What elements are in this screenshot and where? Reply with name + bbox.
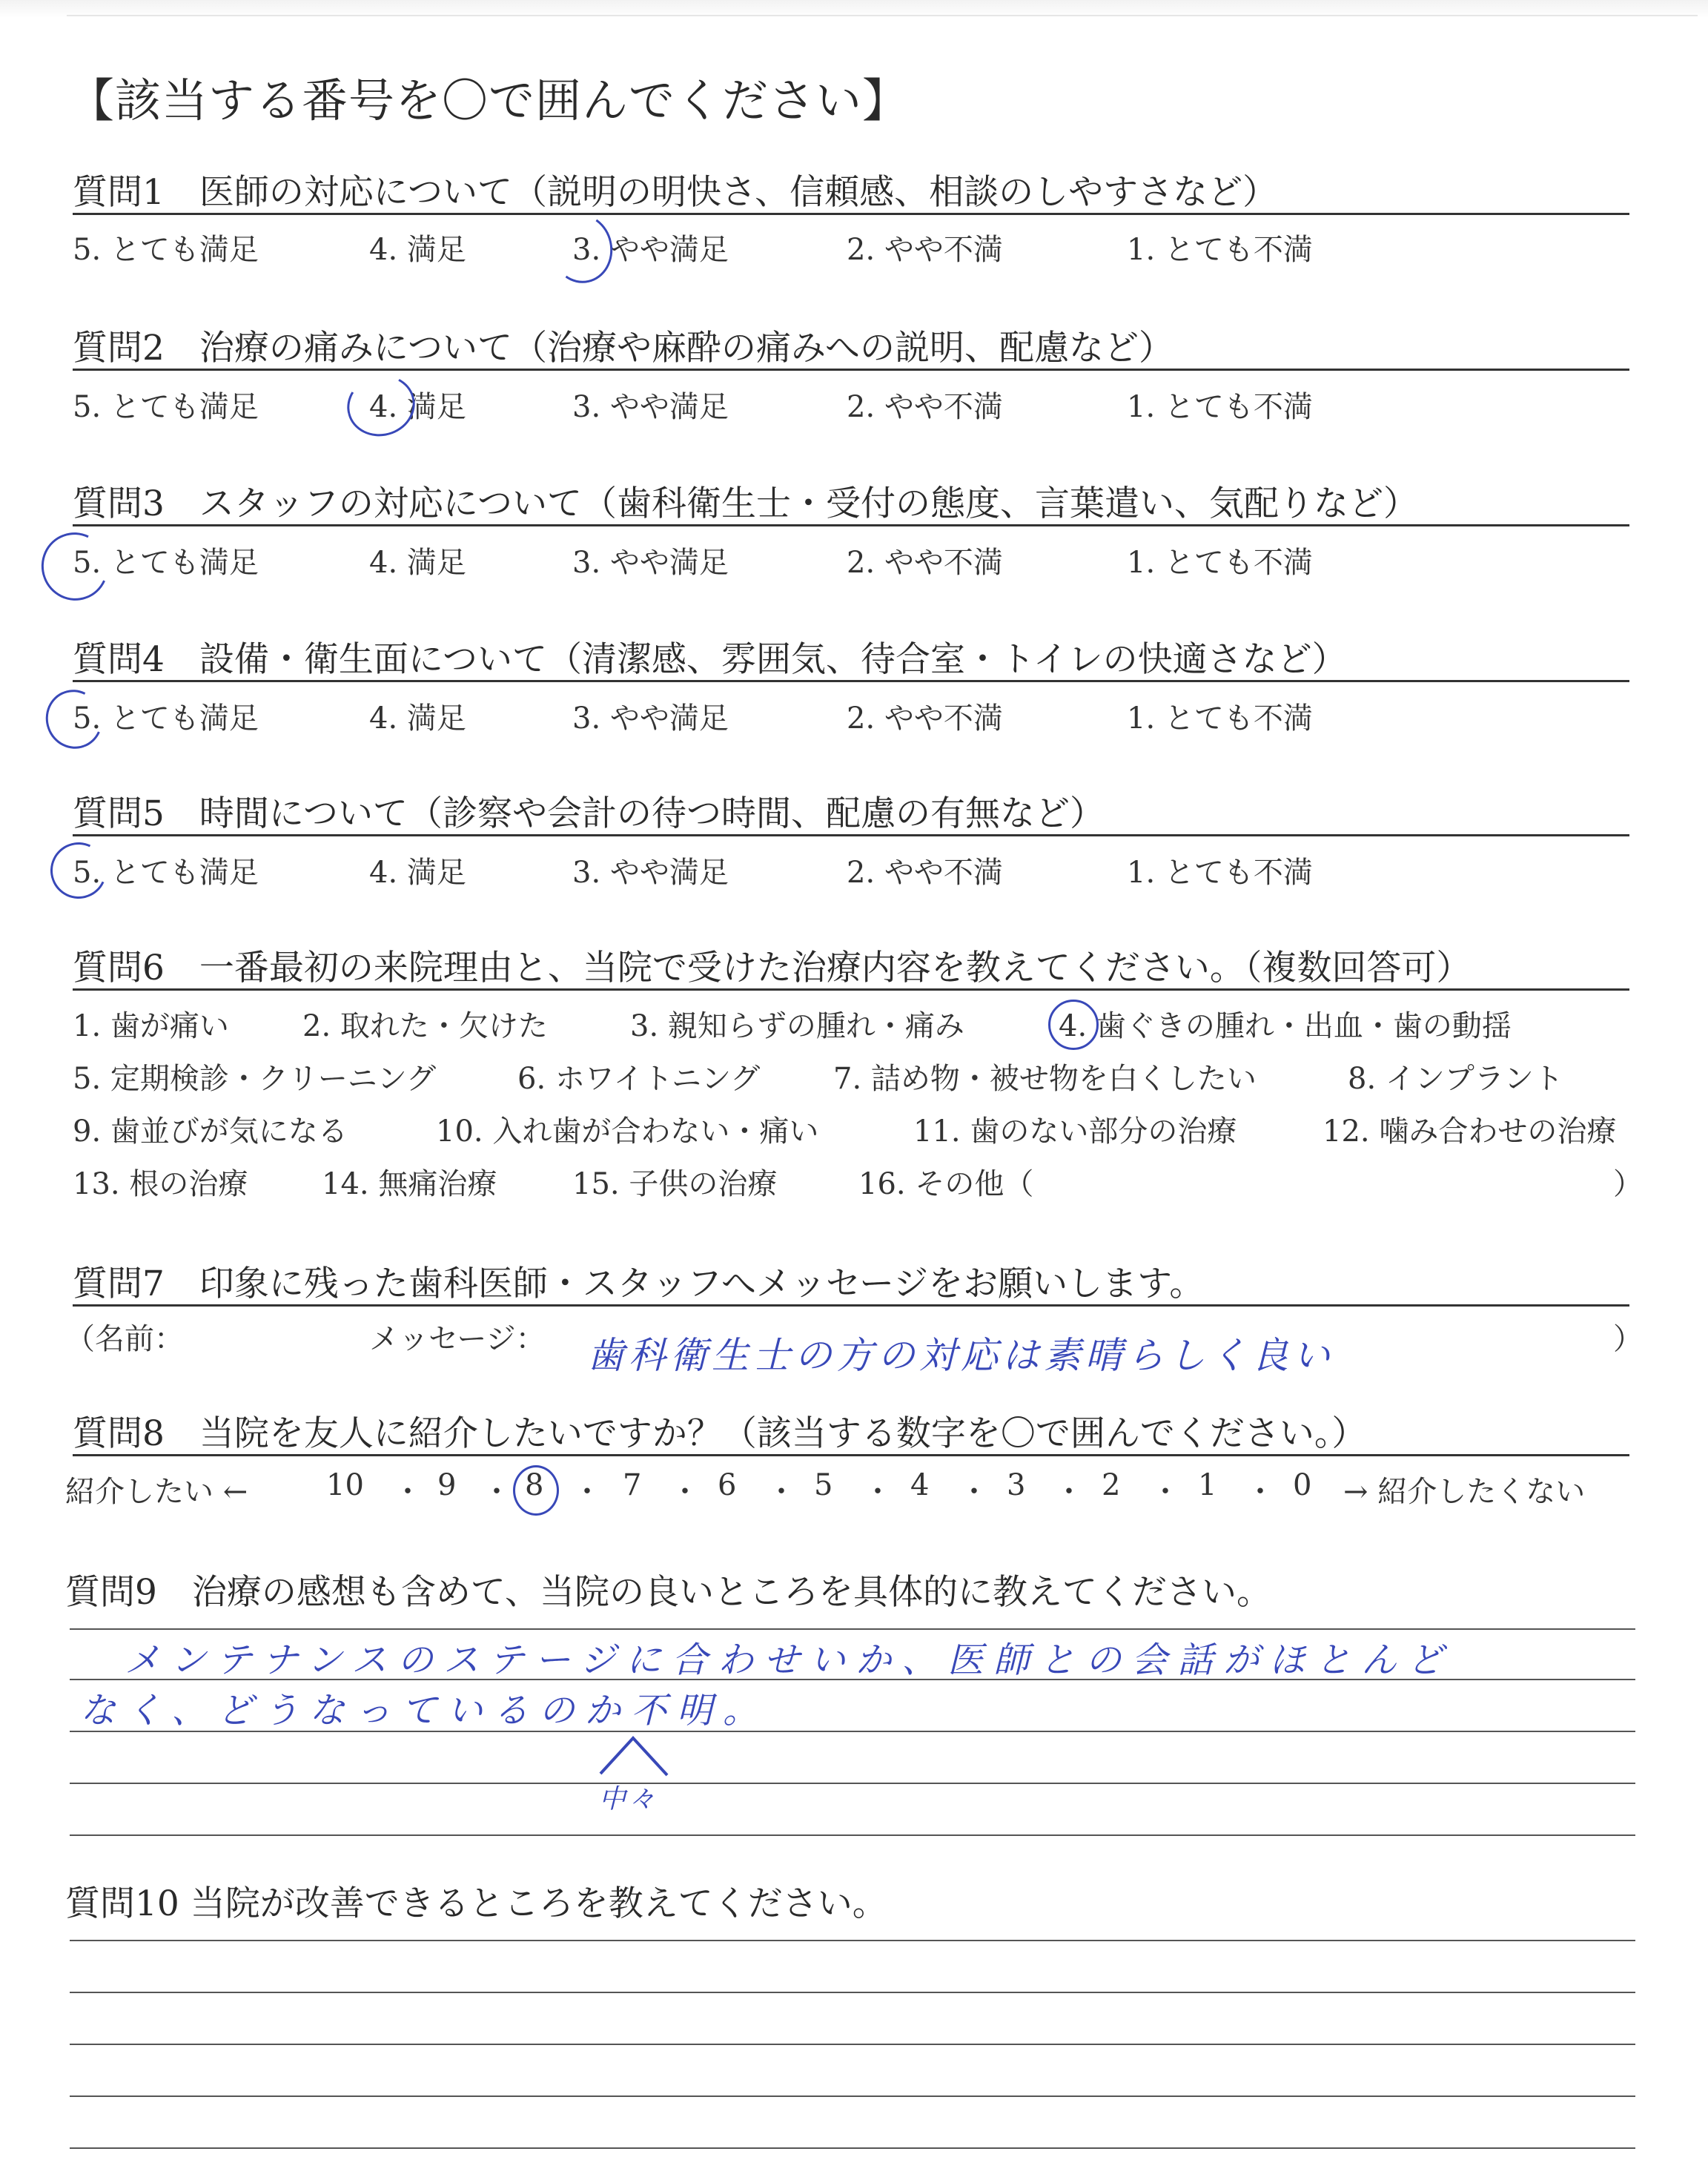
q3-option-2[interactable]: 2. やや不満 [847, 546, 1003, 580]
q2-selection-circle [340, 367, 422, 443]
q7-close: ） [1613, 1322, 1643, 1356]
q3-option-5[interactable]: 5. とても満足 [73, 546, 259, 580]
q8-number-6[interactable]: 6 [718, 1468, 737, 1502]
q4-option-5[interactable]: 5. とても満足 [73, 701, 259, 736]
q6-option-14[interactable]: 14. 無痛治療 [322, 1167, 497, 1201]
q10-answer-line-5 [70, 2147, 1635, 2149]
q4-selection-circle [38, 681, 111, 756]
q8-dot: ・ [959, 1475, 989, 1509]
q10-answer-line-3 [70, 2044, 1635, 2045]
q6-option-4[interactable]: 4. 歯ぐきの腫れ・出血・歯の動揺 [1059, 1009, 1512, 1043]
q4-option-3[interactable]: 3. やや満足 [572, 701, 729, 736]
q8-left-label: 紹介したい ← [65, 1475, 248, 1509]
q8-number-4[interactable]: 4 [910, 1468, 930, 1502]
q7-message-label: メッセージ： [369, 1322, 546, 1356]
question-6-title: 質問6 一番最初の来院理由と、当院で受けた治療内容を教えてください。（複数回答可） [73, 948, 1472, 988]
q8-dot: ・ [1151, 1475, 1180, 1509]
q1-selection-circle [543, 208, 619, 288]
q2-option-3[interactable]: 3. やや満足 [572, 390, 729, 424]
question-6-rule [73, 988, 1629, 991]
q1-option-5[interactable]: 5. とても満足 [73, 233, 259, 267]
q9-handwritten-line-2[interactable]: なく、どうなっているのか不明。 [80, 1690, 769, 1731]
q8-number-9[interactable]: 9 [437, 1468, 457, 1502]
question-2-rule [73, 369, 1629, 371]
q6-option-15[interactable]: 15. 子供の治療 [572, 1167, 778, 1201]
q4-option-4[interactable]: 4. 満足 [369, 701, 466, 736]
q6-option-10[interactable]: 10. 入れ歯が合わない・痛い [436, 1114, 819, 1149]
q6-option-16[interactable]: 16. その他（ [858, 1167, 1034, 1201]
q8-number-1[interactable]: 1 [1198, 1468, 1217, 1502]
q10-answer-line-1 [70, 1940, 1635, 1941]
q8-dot: ・ [1054, 1475, 1084, 1509]
q8-number-2[interactable]: 2 [1102, 1468, 1121, 1502]
q6-option-9[interactable]: 9. 歯並びが気になる [73, 1114, 348, 1149]
question-3-rule [73, 524, 1629, 526]
q6-selection-circle [1048, 1000, 1099, 1050]
q8-number-10[interactable]: 10 [326, 1468, 364, 1502]
q9-insert-caret [593, 1732, 675, 1780]
question-5-rule [73, 834, 1629, 836]
question-8-rule [73, 1454, 1629, 1456]
q8-dot: ・ [863, 1475, 893, 1509]
q1-option-3[interactable]: 3. やや満足 [572, 233, 729, 267]
q7-handwritten-message[interactable]: 歯科衛生士の方の対応は素晴らしく良い [587, 1334, 1334, 1377]
question-7-title: 質問7 印象に残った歯科医師・スタッフへメッセージをお願いします。 [73, 1264, 1205, 1304]
q8-dot: ・ [767, 1475, 796, 1509]
q4-option-1[interactable]: 1. とても不満 [1127, 701, 1313, 736]
q8-dot: ・ [482, 1475, 512, 1509]
question-10-title: 質問10 当院が改善できるところを教えてください。 [65, 1883, 887, 1924]
q6-option-5[interactable]: 5. 定期検診・クリーニング [73, 1062, 437, 1096]
question-1-title: 質問1 医師の対応について（説明の明快さ、信頼感、相談のしやすさなど） [73, 172, 1278, 213]
q8-dot: ・ [393, 1475, 423, 1509]
q9-answer-line-5 [70, 1834, 1635, 1836]
q3-option-1[interactable]: 1. とても不満 [1127, 546, 1313, 580]
q5-option-3[interactable]: 3. やや満足 [572, 856, 729, 890]
q1-option-2[interactable]: 2. やや不満 [847, 233, 1003, 267]
q8-dot: ・ [1245, 1475, 1275, 1509]
question-3-title: 質問3 スタッフの対応について（歯科衛生士・受付の態度、言葉遣い、気配りなど） [73, 483, 1418, 524]
q6-option-7[interactable]: 7. 詰め物・被せ物を白くしたい [833, 1062, 1257, 1096]
q5-option-4[interactable]: 4. 満足 [369, 856, 466, 890]
q10-answer-line-4 [70, 2095, 1635, 2097]
q6-option-6[interactable]: 6. ホワイトニング [517, 1062, 761, 1096]
q2-option-5[interactable]: 5. とても満足 [73, 390, 259, 424]
q1-option-1[interactable]: 1. とても不満 [1127, 233, 1313, 267]
question-2-title: 質問2 治療の痛みについて（治療や麻酔の痛みへの説明、配慮など） [73, 328, 1174, 369]
q2-option-1[interactable]: 1. とても不満 [1127, 390, 1313, 424]
q2-option-2[interactable]: 2. やや不満 [847, 390, 1003, 424]
q8-number-3[interactable]: 3 [1007, 1468, 1026, 1502]
question-5-title: 質問5 時間について（診察や会計の待つ時間、配慮の有無など） [73, 793, 1105, 834]
question-1-rule [73, 213, 1629, 215]
q6-option-1[interactable]: 1. 歯が痛い [73, 1009, 229, 1043]
q9-answer-line-1 [70, 1628, 1635, 1630]
q8-dot: ・ [572, 1475, 602, 1509]
q8-selection-circle [513, 1465, 559, 1516]
q4-option-2[interactable]: 2. やや不満 [847, 701, 1003, 736]
q6-option-8[interactable]: 8. インプラント [1348, 1062, 1563, 1096]
q5-selection-circle [42, 834, 114, 906]
q6-option-12[interactable]: 12. 噛み合わせの治療 [1323, 1114, 1617, 1149]
q3-selection-circle [32, 523, 118, 610]
q8-right-label: → 紹介したくない [1343, 1475, 1586, 1509]
top-edge-line [67, 15, 1698, 16]
question-4-title: 質問4 設備・衛生面について（清潔感、雰囲気、待合室・トイレの快適さなど） [73, 639, 1347, 680]
q8-number-5[interactable]: 5 [814, 1468, 833, 1502]
q8-dot: ・ [670, 1475, 700, 1509]
q5-option-5[interactable]: 5. とても満足 [73, 856, 259, 890]
q10-answer-line-2 [70, 1992, 1635, 1993]
q9-insert-note: 中々 [599, 1784, 659, 1814]
q3-option-3[interactable]: 3. やや満足 [572, 546, 729, 580]
q6-other-close: ） [1613, 1167, 1643, 1201]
q8-number-8[interactable]: 8 [525, 1468, 544, 1502]
question-9-title: 質問9 治療の感想も含めて、当院の良いところを具体的に教えてください。 [65, 1572, 1271, 1613]
question-7-rule [73, 1304, 1629, 1307]
q7-name-label: （名前： [65, 1322, 184, 1356]
q9-answer-line-4 [70, 1783, 1635, 1784]
question-4-rule [73, 680, 1629, 682]
q8-number-7[interactable]: 7 [623, 1468, 642, 1502]
question-8-title: 質問8 当院を友人に紹介したいですか？（該当する数字を〇で囲んでください。） [73, 1413, 1367, 1454]
q6-option-3[interactable]: 3. 親知らずの腫れ・痛み [630, 1009, 964, 1043]
page-title: 【該当する番号を〇で囲んでください】 [68, 73, 910, 128]
q1-option-4[interactable]: 4. 満足 [369, 233, 466, 267]
q2-option-4[interactable]: 4. 満足 [369, 390, 466, 424]
q6-option-2[interactable]: 2. 取れた・欠けた [302, 1009, 548, 1043]
q9-handwritten-line-1[interactable]: メンテナンスのステージに合わせいか、医師との会話がほとんど [125, 1639, 1454, 1681]
q6-option-13[interactable]: 13. 根の治療 [73, 1167, 248, 1201]
q5-option-2[interactable]: 2. やや不満 [847, 856, 1003, 890]
q3-option-4[interactable]: 4. 満足 [369, 546, 466, 580]
q8-number-0[interactable]: 0 [1293, 1468, 1312, 1502]
q5-option-1[interactable]: 1. とても不満 [1127, 856, 1313, 890]
q6-option-11[interactable]: 11. 歯のない部分の治療 [913, 1114, 1237, 1149]
